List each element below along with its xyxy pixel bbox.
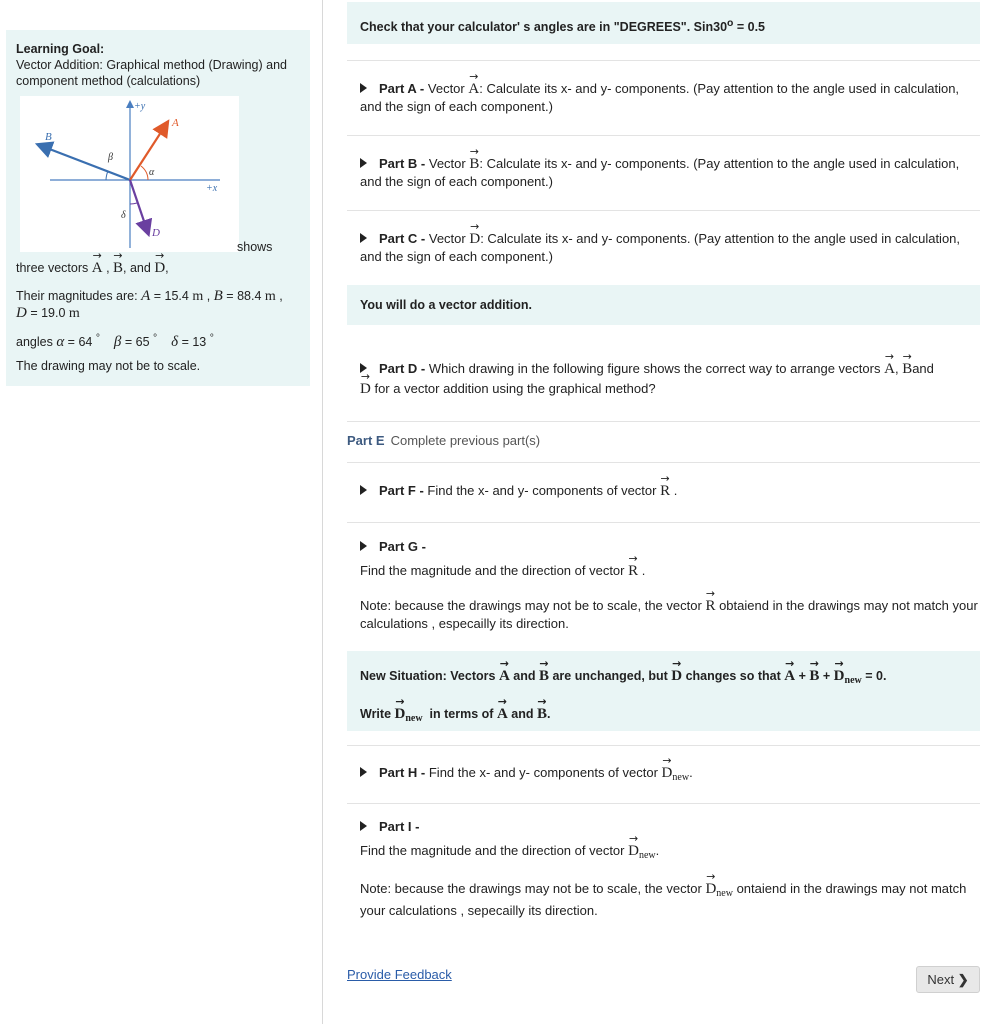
magnitudes-text: Their magnitudes are: A = 15.4 m , B = 88.4 m , D = 19.0 m — [16, 288, 283, 321]
part-g-note-pre: Note: because the drawings may not be to scale, the vector — [360, 598, 702, 613]
part-g-label: Part G - — [379, 539, 426, 554]
part-i-note-pre: Note: because the drawings may not be to scale, the vector — [360, 881, 702, 896]
provide-feedback-link[interactable]: Provide Feedback — [347, 967, 452, 982]
part-h-sub: new — [672, 772, 690, 783]
D-symbol: D — [16, 305, 27, 321]
A-value: 15.4 — [164, 289, 189, 303]
divider-line — [347, 522, 980, 523]
next-label: Next — [927, 972, 955, 987]
vector-A-label: A — [172, 117, 179, 129]
delta-symbol: δ — [171, 334, 179, 351]
degrees-notice-end: = 0.5 — [733, 20, 766, 35]
new-sit-vec-d: → D — [671, 665, 682, 685]
alpha-label: α — [149, 167, 155, 178]
alpha-value: 64 — [78, 335, 93, 350]
degrees-notice-text: Check that your calculator' s angles are in "DEGREES". Sin30 — [360, 20, 728, 35]
vector-D-label: D — [152, 227, 160, 239]
divider-line — [347, 803, 980, 804]
part-a-label: Part A - — [379, 81, 425, 96]
D-value: 19.0 — [41, 306, 66, 320]
part-i-end: . — [655, 843, 660, 858]
part-d-label: Part D - — [379, 361, 426, 376]
new-sit-eq-d: → D — [834, 665, 845, 685]
plus-y-label: +y — [134, 101, 146, 112]
part-c-pre: Vector — [428, 231, 466, 246]
magnitudes-prefix: Their magnitudes are: — [16, 289, 138, 303]
expand-triangle-icon — [360, 485, 367, 495]
divider-line — [347, 462, 980, 463]
part-h-post: . — [689, 765, 693, 780]
part-g-vec: → R — [628, 560, 638, 580]
part-i-note-sub: new — [716, 888, 733, 899]
new-sit-write-a: → A — [497, 703, 508, 723]
part-b-toggle[interactable] — [347, 153, 980, 190]
part-f-pre: Find the x- and y- components of vector — [427, 483, 657, 498]
new-sit-eq: = 0. — [865, 669, 887, 683]
new-sit-vec-a: → A — [499, 665, 510, 685]
new-sit-plus-1: + — [798, 669, 806, 683]
beta-label: β — [108, 152, 113, 163]
beta-deg: ° — [153, 333, 158, 344]
learning-goal-panel — [6, 30, 310, 386]
divider-line — [347, 60, 980, 61]
expand-triangle-icon — [360, 158, 367, 168]
new-sit-write: Write — [360, 707, 392, 721]
beta-symbol: β — [113, 334, 122, 351]
new-sit-and: and — [513, 669, 536, 683]
and-text: and — [129, 261, 151, 275]
vector-D-arrow — [130, 180, 148, 233]
part-g-note-post: obtaiend in the drawings may not match your calculations , especailly its direction. — [360, 598, 978, 631]
three-vectors-text: three vectors → A , → B, and → D, — [16, 257, 169, 276]
shows-text: shows — [237, 240, 273, 254]
part-i-vec: → D — [628, 840, 639, 860]
delta-value: 13 — [192, 335, 207, 350]
part-i-toggle[interactable] — [347, 818, 980, 919]
beta-arc — [106, 171, 108, 180]
vec-D: → D — [154, 257, 165, 276]
part-c-toggle[interactable] — [347, 228, 980, 265]
part-h-vec: → D — [662, 762, 673, 782]
new-sit-vec-b: → B — [539, 665, 549, 685]
part-c-vec: → D — [469, 228, 480, 248]
A-symbol: A — [141, 288, 151, 304]
divider-line — [347, 421, 980, 422]
new-sit-write-sub: new — [405, 713, 423, 724]
part-d-vec-a: → A — [884, 358, 895, 378]
new-sit-write-b: → B — [537, 703, 547, 723]
part-h-toggle[interactable] — [347, 762, 980, 786]
new-sit-eq-a: → A — [784, 665, 795, 685]
part-d-sep: , — [894, 361, 899, 376]
part-b-vec: → B — [469, 153, 479, 173]
D-unit: m — [68, 306, 80, 321]
part-i-note-vec: → D — [705, 878, 716, 898]
vector-B-label: B — [45, 131, 52, 143]
divider-line — [347, 745, 980, 746]
alpha-symbol: α — [56, 334, 65, 351]
part-h-pre: Find the x- and y- components of vector — [428, 765, 658, 780]
beta-value: 65 — [135, 335, 150, 350]
part-c-post: : Calculate its x- and y- components. (Pay attention to the angle used in calculation, and the sign of each component.) — [360, 231, 961, 264]
vector-figure — [20, 96, 239, 252]
new-sit-mid: are unchanged, but — [552, 669, 668, 683]
degrees-notice — [347, 2, 980, 44]
angles-prefix: angles — [16, 335, 53, 350]
delta-label: δ — [121, 210, 126, 221]
expand-triangle-icon — [360, 541, 367, 551]
next-button[interactable] — [916, 966, 980, 993]
part-d-post: for a vector addition using the graphical method? — [374, 381, 656, 396]
part-i-note-post: ontaiend in the drawings may not match your calculations , sepecailly its direction. — [360, 881, 967, 918]
vector-B-arrow — [39, 145, 130, 180]
part-f-label: Part F - — [379, 483, 424, 498]
part-i-sub: new — [638, 850, 656, 861]
part-b-post: : Calculate its x- and y- components. (Pay attention to the angle used in calculation, and the sign of each component.) — [360, 156, 960, 189]
new-sit-write-d: → D — [395, 703, 406, 723]
plus-x-label: +x — [206, 183, 218, 194]
expand-triangle-icon — [360, 83, 367, 93]
part-g-note-vec: → R — [705, 595, 715, 615]
part-i-line: Find the magnitude and the direction of vector — [360, 843, 625, 858]
part-e-locked — [347, 432, 980, 449]
part-e-label: Part E — [347, 433, 385, 448]
part-f-toggle[interactable] — [347, 480, 980, 500]
vector-diagram — [20, 96, 239, 252]
new-sit-write-and: and — [511, 707, 534, 721]
divider-line — [347, 210, 980, 211]
part-d-vec-d: → D — [360, 378, 371, 398]
new-sit-eq-b: → B — [809, 665, 819, 685]
expand-triangle-icon — [360, 821, 367, 831]
new-situation-notice: New Situation: Vectors → A and → B are unchanged, but → D changes so that → A + → B + → $D_{new} = 0$. Write → $D_{new}$ in terms of → A and → B. — [347, 651, 980, 731]
alpha-deg: ° — [95, 333, 101, 344]
new-sit-pre: New Situation: Vectors — [360, 669, 496, 683]
part-d-and: and — [912, 361, 934, 376]
part-a-pre: Vector — [427, 81, 465, 96]
divider-line — [347, 135, 980, 136]
part-g-end: . — [641, 563, 646, 578]
degrees-notice-sup: o — [727, 18, 734, 29]
B-symbol: B — [213, 288, 223, 304]
part-e-status: Complete previous part(s) — [390, 433, 541, 448]
part-h-label: Part H - — [379, 765, 426, 780]
A-unit: m — [192, 289, 204, 304]
part-a-toggle[interactable] — [347, 78, 980, 115]
chevron-right-icon: ❯ — [957, 972, 969, 987]
new-sit-changes: changes so that — [685, 669, 781, 683]
three-vectors-prefix: three vectors — [16, 261, 89, 275]
delta-deg: ° — [209, 333, 214, 344]
vec-A: → A — [92, 257, 103, 276]
delta-arc — [130, 203, 137, 204]
learning-goal-text: Vector Addition: Graphical method (Drawing) and component method (calculations) — [16, 58, 287, 88]
part-i-label: Part I - — [379, 819, 420, 834]
column-divider — [322, 0, 323, 1024]
part-g-toggle[interactable] — [347, 538, 980, 632]
part-d-toggle[interactable] — [347, 358, 980, 398]
angles-text: angles α = 64 ° β = 65 ° δ = 13 ° — [16, 333, 214, 351]
learning-goal-title: Learning Goal: — [16, 42, 105, 56]
expand-triangle-icon — [360, 767, 367, 777]
part-d-vec-b: → B — [902, 358, 912, 378]
part-b-pre: Vector — [428, 156, 466, 171]
B-value: 88.4 — [237, 289, 262, 303]
part-d-pre: Which drawing in the following figure shows the correct way to arrange vectors — [428, 361, 881, 376]
scale-note: The drawing may not be to scale. — [16, 359, 201, 373]
new-sit-eq-sub: new — [844, 675, 862, 686]
vec-B: → B — [113, 257, 123, 276]
part-f-post: . — [673, 483, 678, 498]
new-sit-plus-2: + — [822, 669, 831, 683]
part-g-line: Find the magnitude and the direction of vector — [360, 563, 625, 578]
new-sit-terms: in terms of — [429, 707, 494, 721]
part-b-label: Part B - — [379, 156, 426, 171]
vector-addition-notice: You will do a vector addition. — [347, 285, 980, 325]
expand-triangle-icon — [360, 233, 367, 243]
part-c-label: Part C - — [379, 231, 426, 246]
B-unit: m — [264, 289, 276, 304]
part-f-vec: → R — [660, 480, 670, 500]
y-axis-arrowhead — [126, 100, 134, 108]
part-a-post: : Calculate its x- and y- components. (Pay attention to the angle used in calculation, and the sign of each component.) — [360, 81, 960, 114]
part-a-vec: → A — [468, 78, 479, 98]
alpha-arc — [141, 166, 148, 180]
